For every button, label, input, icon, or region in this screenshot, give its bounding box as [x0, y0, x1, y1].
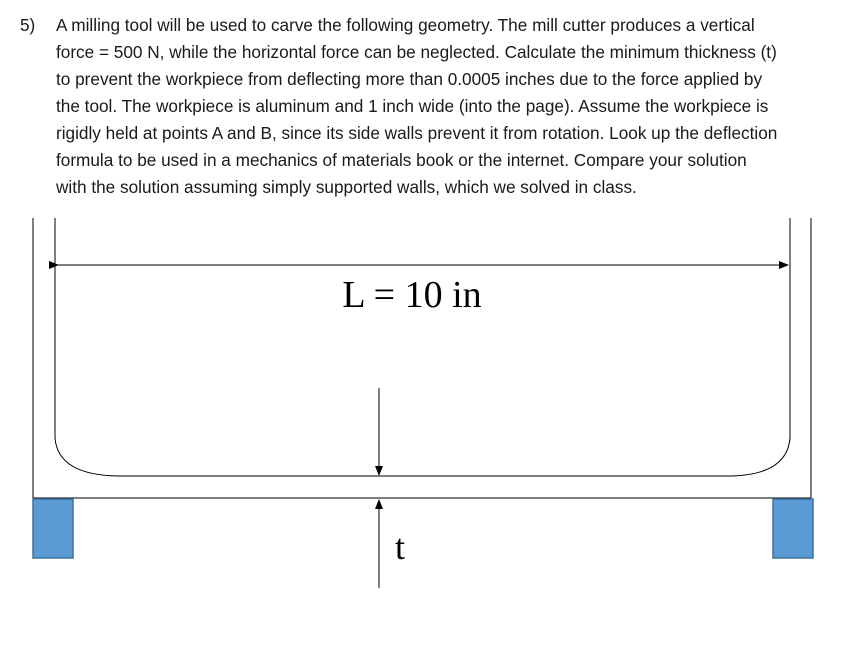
thickness-label: t	[394, 527, 406, 567]
problem-line-7: with the solution assuming simply supported walls, which we solved in class.	[56, 177, 637, 197]
support-a	[33, 499, 73, 558]
problem-line-5: rigidly held at points A and B, since its side walls prevent it from rotation. Look up the deflection	[56, 123, 778, 143]
problem-line-3: to prevent the workpiece from deflecting more than 0.0005 inches due to the force applied by	[56, 69, 763, 89]
problem-line-6: formula to be used in a mechanics of materials book or the internet. Compare your solution	[56, 150, 747, 170]
problem-line-4: the tool. The workpiece is aluminum and 1 inch wide (into the page). Assume the workpiece is	[56, 96, 769, 116]
problem-number: 5)	[20, 15, 36, 35]
problem-line-1: A milling tool will be used to carve the following geometry. The mill cutter produces a vertical	[56, 15, 755, 35]
problem-line-2: force = 500 N, while the horizontal force can be neglected. Calculate the minimum thickness (t)	[56, 42, 777, 62]
length-label: L = 10 in	[342, 274, 482, 316]
support-b	[773, 499, 813, 558]
pocket-profile	[55, 218, 790, 476]
